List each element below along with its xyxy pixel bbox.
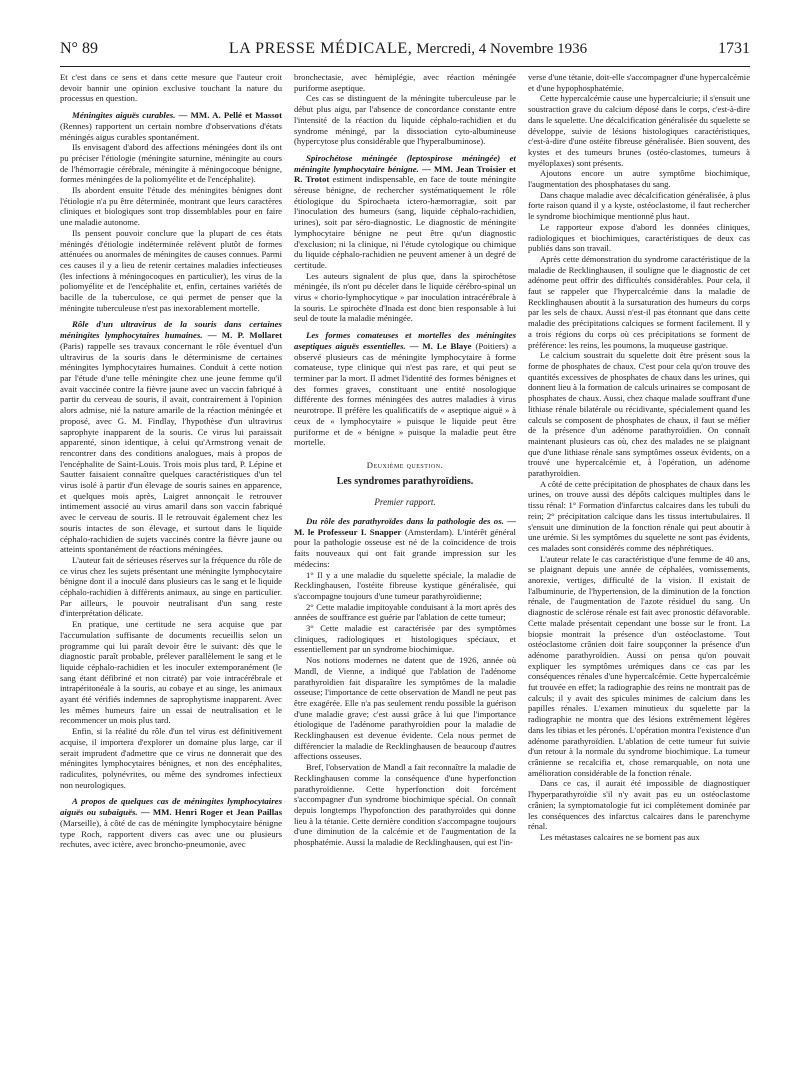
paragraph: L'auteur relate le cas caractéristique d'une femme de 40 ans, se plaignant depuis une année de céphalées, vomissements, anorexie, vertiges, difficulté de la vision. Il existait de l'albuminurie, de l'hypertension, de la diminution de la fonction rénale, de l'augmentation de l'azote résiduel du sang. Un diagnostic de sclérose rénale est fait avec pronostic défavorable. Cette malade présentait cependant une bosse sur le front. La biopsie montrait la présence d'un ostéoclastome. Tout ostéoclastome crânien doit faire soupçonner la présence d'un adénome parathyroïdien. Aussi on pensa qu'on pouvait expliquer les symptômes urémiques dans ce cas par les conséquences rénales d'une hypercalcémie. Cette hypercalcémie fut trouvée en effet; la radiographie des reins ne montrait pas de calculs; il y avait des spicules minimes de calcium dans les papilles rénales. L'examen minutieux du squelette par la radiographie ne montra que des lésions extrêmement légères dans les tibias et les péronés. L'opération montra l'existence d'un adénome parathyroïdien. L'ablation de cette tumeur fut suivie d'un retour à la normale du syndrome biochimique. La tumeur crânienne se recalcifia et, chose remarquable, on nota une amélioration considérable de la fonction rénale. <box>528 553 750 778</box>
article-heading <box>60 110 282 142</box>
paragraph: bronchectasie, avec hémiplégie, avec réaction méningée puriforme aseptique. <box>294 72 516 93</box>
paragraph: Et c'est dans ce sens et dans cette mesure que l'auteur croit devoir bannir une opinion exclusive touchant la nature du processus en question. <box>60 72 282 104</box>
heading-title: A propos de quelques cas de méningites lymphocytaires aiguës ou subaiguës. <box>60 796 282 818</box>
text-columns <box>60 72 750 1070</box>
column-1 <box>60 72 282 1070</box>
report-label: Premier rapport. <box>374 497 436 508</box>
heading-text: (Poitiers) a observé plusieurs cas de méningite lymphocytaire à forme comateuse, type clinique qui n'est pas rare, et qui peut se terminer par la mort. Il admet l'identité des formes bénignes et des formes graves, constituant une entité nosologique différente des formes méningées des autres maladies à virus neurotrope. Il préfère les qualificatifs de « aseptique aiguë » à ceux de « lymphocytaire » puisque le liquide peut être puriforme et de « bénigne » puisque la maladie peut être mortelle. <box>294 340 516 448</box>
heading-authors: — MM. Jean Troisier et R. Trotot <box>294 163 516 185</box>
paragraph: Ils pensent pouvoir conclure que la plupart de ces états méningés d'étiologie indéterminée relèvent plutôt de formes atténuées ou anormales de méningites de causes connues. Parmi ces causes il y a lieu de retenir certaines maladies infectieuses (les infections à méningocoques en particulier), les virus de la poliomyélite et de l'encéphalite et, enfin, certaines variétés de bacille de la tuberculose, ce qui permet de penser que la méningite tuberculeuse n'est pas inexorablement mortelle. <box>60 227 282 313</box>
paragraph: Le rapporteur expose d'abord les données cliniques, radiologiques et biochimiques, caractéristiques de deux cas publiés dans son travail. <box>528 221 750 254</box>
heading-title: Rôle d'un ultravirus de la souris dans certaines méningites lymphocytaires humaines. <box>60 319 282 341</box>
heading-authors: — M. Le Blaye <box>409 340 472 351</box>
heading-authors: — M. le Professeur I. Snapper <box>294 516 516 537</box>
heading-text: (Amsterdam). L'intérêt général pour la pathologie osseuse est né de la coïncidence de trois faits nouveaux qui ont fait grande impression sur les médecins: <box>294 526 516 569</box>
running-header <box>60 40 750 67</box>
paragraph: Enfin, si la réalité du rôle d'un tel virus est définitivement acquise, il importera d'explorer un domaine plus large, car il serait imprudent d'admettre que ce virus ne donnerait que des méningites lymphocytaires bénignes, et non des encéphalites, radiculites, polynévrites, ou même des syndromes infectieux non neurologiques. <box>60 726 282 790</box>
heading-authors: — MM. A. Pellé et Massot <box>178 110 282 121</box>
paragraph: A côté de cette précipitation de phosphates de chaux dans les urines, on trouve aussi des dépôts calciques multiples dans le tissu rénal: 1° Formation d'infarctus calcaires dans les tubuli du rein; 2° précipitation calcique dans les tissus intertubulaires. Il s'ensuit une diminution de la fonction rénale qui peut aboutir à une urémie. Si les symptômes du squelette ne sont pas évidents, ces malades sont considérés comme des néphrétiques. <box>528 478 750 553</box>
paragraph: Ils abordent ensuite l'étude des méningites bénignes dont l'étiologie n'a pu être déterminée, montrant que leurs caractères cliniques et biologiques sont trop dissemblables pour en faire une maladie autonome. <box>60 185 282 228</box>
page-number: 1731 <box>718 40 750 57</box>
header-center <box>229 40 587 58</box>
journal-title: LA PRESSE MÉDICALE, <box>228 40 413 57</box>
paragraph: Ajoutons encore un autre symptôme biochimique, l'augmentation des phosphatases du sang. <box>528 168 750 190</box>
heading-authors: — M. P. Mollaret <box>207 330 282 341</box>
list-item: 3° Cette maladie est caractérisée par des symptômes cliniques, radiologiques et histologiques spéciaux, et essentiellement par un syndrome biochimique. <box>294 623 516 655</box>
section-label: Deuxième question. <box>366 459 444 470</box>
heading-text: (Rennes) rapportent un certain nombre d'observations d'états méningés aigus curables spontanément. <box>60 120 282 142</box>
paragraph: Cette hypercalcémie cause une hypercalciurie; il s'ensuit une soustraction grave du calcium déposé dans le corps, c'est-à-dire dans le squelette. Une décalcification généralisée du squelette se développe, suivie de lésions histologiques caractéristiques, c'est-à-dire d'une ostéite fibreuse généralisée. Bien souvent, des kystes et des tumeurs brunes (ostéo-clastomes, tumeurs à myéloplaxes) sont présents. <box>528 93 750 168</box>
paragraph: Ils envisagent d'abord des affections méningées dont ils ont pu préciser l'étiologie (méningite saturnine, méningite au cours de l'hémorragie cérébrale, méningite à méningocoque bénigne, formes méningées de la poliomyélite et de l'encéphalite). <box>60 142 282 185</box>
heading-text: (Marseille), à côté de cas de méningite lymphocytaire bénigne type Roch, rapportent divers cas avec une ou plusieurs rechutes, avec ictère, avec broncho-pneumonie, avec <box>60 817 282 850</box>
paragraph: Les métastases calcaires ne se bornent pas aux <box>540 831 700 842</box>
column-3 <box>528 72 750 1070</box>
paragraph: En pratique, une certitude ne sera acquise que par l'accumulation suffisante de documents recueillis selon un programme qui lui paraît devoir être le suivant: dès que le diagnostic paraît probable, prélever parallèlement le sang et le liquide céphalo-rachidien et les inoculer extemporanément (le sang étant défibriné et non citraté) par voie intracérébrale et intrapéritonéale à la souris, au cobaye et au singe, les animaux ayant été vérifiés indemnes de saprophytisme inapparent. Avec les mêmes humeurs faire un essai de neutralisation et le recommencer un mois plus tard. <box>60 619 282 726</box>
paragraph: Les auteurs signalent de plus que, dans la spirochétose méningée, ils n'ont pu déceler dans le liquide cérébro-spinal un virus « chorio-lymphocytique » par inoculation intracérébrale à la souris. Le spirochète d'Inada est donc bien responsable à lui seul de toute la maladie méningée. <box>294 270 516 324</box>
paragraph: Après cette démonstration du syndrome caractéristique de la maladie de Recklinghausen, il souligne que le diagnostic de cet adénome peut offrir des difficultés considérables. Pour cela, il faut se rappeler que l'hypercalcémie dans la maladie de Recklinghausen aboutit à la sursaturation des humeurs du corps par les sels de chaux. Aussi n'est-il pas étonnant que dans cette maladie des précipitations calciques se forment facilement. Il y a trois régions du corps où ces précipitations se forment de préférence: les reins, les poumons, la muqueuse gastrique. <box>528 253 750 350</box>
section-title: Les syndromes parathyroïdiens. <box>336 475 474 487</box>
issue-number: N° 89 <box>60 40 98 57</box>
list-item: 1° Il y a une maladie du squelette spéciale, la maladie de Recklinghausen, l'ostéite fibreuse kystique généralisée, qui s'accompagne toujours d'une tumeur parathyroïdienne; <box>294 569 516 601</box>
article-heading <box>294 330 516 448</box>
heading-text: estiment indispensable, en face de toute méningite séreuse bénigne, de rechercher systématiquement le rôle étiologique du Spirochaeta ictero-hæmorragiæ, soit par l'inoculation des humeurs (sang, liquide céphalo-rachidien, urines), soit par séro-diagnostic. Le diagnostic de méningite lymphocytaire bénigne ne peut être qu'un diagnostic d'exclusion; ni la clinique, ni l'étude cytologique ou chimique du liquide céphalo-rachidien ne peuvent amener à un degré de certitude. <box>294 174 516 270</box>
heading-title: Spirochétose méningée (leptospirose méningée) et méningite lymphocytaire bénigne. <box>294 152 516 174</box>
article-heading <box>294 153 516 271</box>
issue-date: Mercredi, 4 Novembre 1936 <box>416 41 588 57</box>
paragraph: Dans chaque maladie avec décalcification généralisée, à plus forte raison quand il y a kyste, ostéoclastome, il faut rechercher le syndrome biochimique mentionné plus haut. <box>528 189 750 222</box>
paragraph: Le calcium soustrait du squelette doit être présent sous la forme de phosphates de chaux. C'est pour cela qu'on trouve des quantités excessives de phosphates de chaux dans les urines, qui donnent lieu à la formation de calculs urinaires se composant de phosphates de chaux. Aussi, chez chaque malade souffrant d'une lithiase rénale bilatérale ou récidivante, spécialement quand les calculs se composent de phosphates de chaux, il faut se méfier de la présence d'un adénome parathyroïdien. On connaît maintenant plusieurs cas où, chez des malades ne se plaignant que d'une lithiase rénale sans symptômes osseux évidents, on a trouvé une hypercalcémie et, à l'opération, un adénome parathyroïdien. <box>528 350 750 479</box>
paragraph: Ces cas se distinguent de la méningite tuberculeuse par le début plus aigu, par l'absence de concordance constante entre l'intensité de la réaction du liquide céphalo-rachidien et du syndrome méningé, par la dissociation cyto-albumineuse (hypercytose plus considérable que l'hyperalbuminose). <box>294 93 516 147</box>
heading-title: Les formes comateuses et mortelles des méningites aseptiques aiguës essentielles. <box>294 330 516 351</box>
heading-title: Du rôle des parathyroïdes dans la pathologie des os. <box>306 516 504 527</box>
article-heading <box>60 319 282 554</box>
paragraph: Dans ce cas, il aurait été impossible de diagnostiquer l'hyperparathyroïdie s'il n'y avait pas eu un ostéoclastome crânien; la symptomatologie fut ici complètement dominée par les conséquences des infarctus calcaires dans le parenchyme rénal. <box>528 778 750 832</box>
article-heading <box>294 516 516 570</box>
heading-authors: — MM. Henri Roger et Jean Paillas <box>140 807 282 818</box>
paragraph: verse d'une tétanie, doit-elle s'accompagner d'une hypercalcémie et d'une hypophosphatémie. <box>528 72 750 93</box>
heading-text: (Paris) rappelle ses travaux concernant le rôle éventuel d'un ultravirus de la souris dans le déterminisme de certaines méningites lymphocytaires humaines. Conduit à cette notion par l'étude d'une telle méningite chez une jeune femme qu'il avait vaccinée contre la fièvre jaune avec un vaccin fabriqué à partir du cerveau de souris, il avait, contrairement à l'opinion alors admise, nié la nature amarile de la réaction méningée et proposé, avec G. M. Findlay, l'hypothèse d'un ultravirus saprophyte inapparent de la souris. Ce virus lui paraissait apparenté, sinon identique, à celui qu'Armstrong venait de rencontrer dans des conditions analogues, mais à propos de l'encéphalite de Saint-Louis. Trois mois plus tard, P. Lépine et Sautter faisaient connaître quelques caractéristiques d'un tel virus isolé à partir d'un élevage de souris saines en apparence, et quelques mois après, Laigret annonçait le retrouver intimement associé au virus amaril dans son vaccin fabriqué avec le cerveau de souris. Il le retrouvait également chez les souris intactes de son élevage, et surtout dans le liquide céphalo-rachidien de sujets vaccinés contre la fièvre jaune ou atteints spontanément de réactions méningées. <box>60 340 282 555</box>
list-item: 2° Cette maladie impitoyable conduisant à la mort après des années de souffrance est guérie par l'ablation de cette tumeur; <box>294 601 516 623</box>
heading-title: Méningites aiguës curables. <box>72 110 176 121</box>
article-heading <box>60 796 282 850</box>
paragraph: Bref, l'observation de Mandl a fait reconnaître la maladie de Recklinghausen comme la conséquence d'une hyperfonction parathyroïdienne. Cette hyperfonction doit forcément s'accompagner d'un syndrome biochimique spécial. On connaît depuis longtemps l'hypofonction des parathyroïdes qui donne lieu à la tétanie. Cette dernière condition s'accompagne toujours d'une diminution de la calcémie et de l'augmentation de la phosphatémie. Aussi la maladie de Recklinghausen, qui est l'in- <box>294 762 516 848</box>
column-2 <box>294 72 516 1070</box>
paragraph: Nos notions modernes ne datent que de 1926, année où Mandl, de Vienne, a indiqué que l'ablation de l'adénome parathyroïdien fait disparaître les symptômes de la maladie osseuse; l'importance de cette observation de Mandl ne peut pas être exagérée. Elle n'a pas seulement rendu possible la guérison d'une maladie grave; c'est aussi grâce à lui que l'importance étiologique de l'adénome parathyroïdien pour la maladie de Recklinghausen est devenue évidente. Cela nous permet de différencier la maladie de Recklinghausen de beaucoup d'autres affections osseuses. <box>294 655 516 762</box>
paragraph: L'auteur fait de sérieuses réserves sur la fréquence du rôle de ce virus chez les sujets présentant une méningite lymphocytaire bénigne dont il a inoculé dans plusieurs cas le sang et le liquide céphalo-rachidien à différents animaux, au singe en particulier. Par ailleurs, le pouvoir neutralisant d'un sang reste d'interprétation délicate. <box>60 554 282 619</box>
